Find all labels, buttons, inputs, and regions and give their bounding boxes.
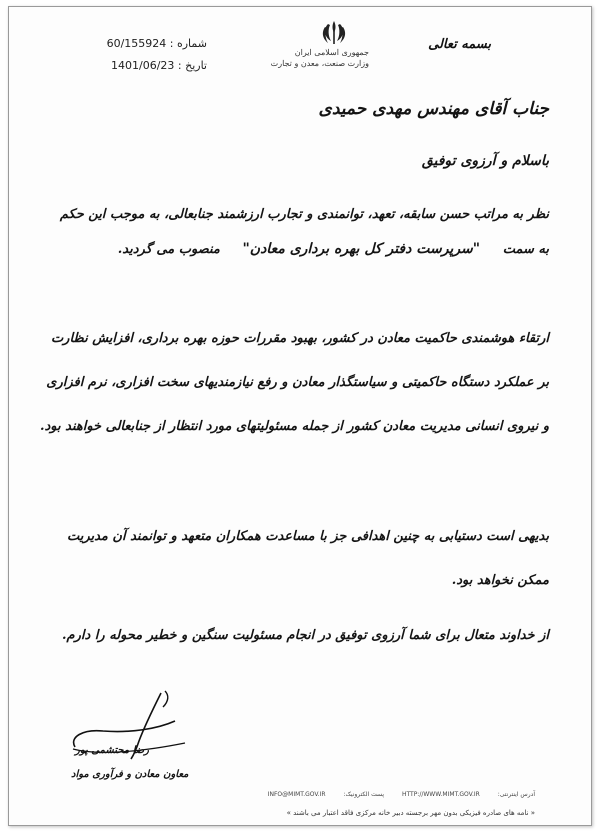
appointment-paragraph xyxy=(49,197,549,267)
letter-meta xyxy=(57,33,207,77)
appointment-text-c: منصوب می گردید. xyxy=(117,242,220,257)
footer-address-label: آدرس اینترنتی: xyxy=(497,791,535,798)
signatory-title: معاون معادن و فرآوری مواد xyxy=(71,769,189,780)
footer-email-label: پست الکترونیک: xyxy=(343,791,385,798)
footer-contacts xyxy=(205,791,535,798)
appointment-text-b: حکم به سمت xyxy=(59,207,549,257)
closing-paragraph: از خداوند متعال برای شما آرزوی توفیق در انجام مسئولیت سنگین و خطیر محوله را دارم. xyxy=(62,628,549,643)
cooperation-paragraph: بدیهی است دستیابی به چنین اهدافی جز با مساعدت همکاران متعهد و توانمند آن مدیریت ممکن نخواهد بود. xyxy=(66,529,549,588)
appointment-position: "سرپرست دفتر کل بهره برداری معادن" xyxy=(242,241,481,257)
signatory-name: رضا محتشمی پور xyxy=(75,745,149,756)
letter-date-value: 1401/06/23 xyxy=(111,59,175,72)
greeting-line: باسلام و آرزوی توفیق xyxy=(421,153,549,169)
iran-emblem-block xyxy=(270,19,369,69)
footer-email: INFO@MIMT.GOV.IR xyxy=(267,791,326,798)
expectations-paragraph: ارتقاء هوشمندی حاکمیت معادن در کشور، بهبود مقررات حوزه بهره برداری، افزایش نظارت بر عملکرد دستگاه حاکمیتی و سیاستگذار معادن و رفع نیازمندیهای سخت افزاری، نرم افزاری و نیروی انسانی مدیریت معادن کشور از جمله مسئولیتهای مورد انتظار از جنابعالی خواهند بود. xyxy=(39,331,549,434)
letter-number-label: شماره : xyxy=(169,37,207,50)
letter-date-row xyxy=(57,55,207,77)
addressee-line: جناب آقای مهندس مهدی حمیدی xyxy=(318,99,549,119)
emblem-country-line: جمهوری اسلامی ایران xyxy=(294,48,369,57)
iran-emblem-icon xyxy=(319,19,349,47)
footer-website: HTTP://WWW.MIMT.GOV.IR xyxy=(401,791,480,798)
footer-validity-note: « نامه های صادره فیزیکی بدون مهر برجسته دبیر خانه مرکزی فاقد اعتبار می باشند » xyxy=(286,809,535,817)
letter-page xyxy=(8,6,592,826)
emblem-ministry-line: وزارت صنعت، معدن و تجارت xyxy=(270,59,369,68)
letter-number-value: 60/155924 xyxy=(106,37,167,50)
letter-number-row xyxy=(57,33,207,55)
bismillah-heading: بسمه تعالی xyxy=(428,37,491,52)
appointment-text-a: نظر به مراتب حسن سابقه، تعهد، توانمندی و تجارب ارزشمند جنابعالی، به موجب این xyxy=(88,207,549,222)
letter-date-label: تاریخ : xyxy=(177,59,207,72)
